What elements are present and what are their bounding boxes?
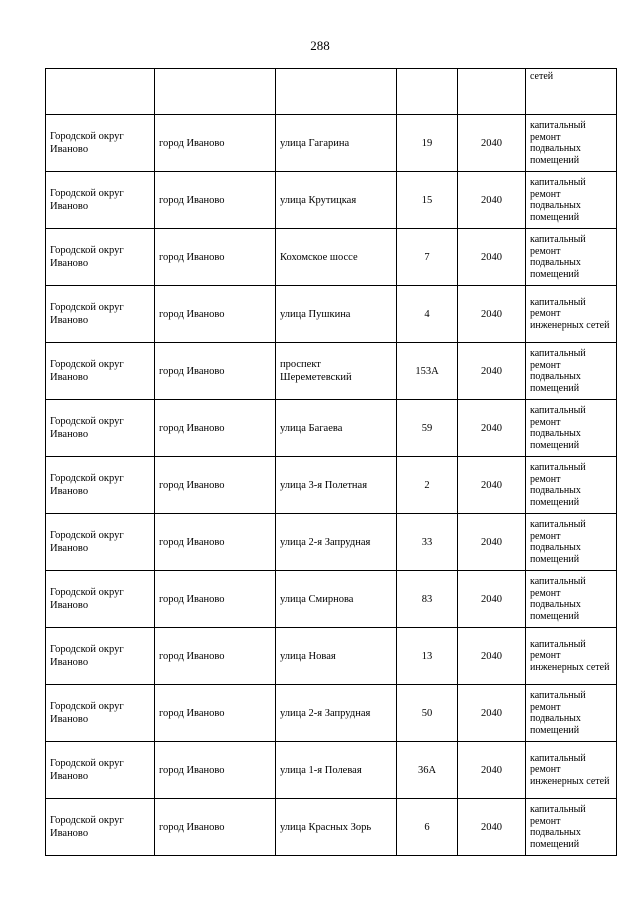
house-number-cell: 7 <box>397 229 458 286</box>
work-type-cell: капитальный ремонт подвальных помещений <box>526 343 617 400</box>
work-type-cell: капитальный ремонт подвальных помещений <box>526 571 617 628</box>
work-type-cell: капитальный ремонт подвальных помещений <box>526 400 617 457</box>
district-cell: Городской округ Иваново <box>46 457 155 514</box>
street-cell: улица Гагарина <box>276 115 397 172</box>
house-number-cell: 36А <box>397 742 458 799</box>
street-cell <box>276 69 397 115</box>
table-row <box>46 571 617 628</box>
street-cell: проспект Шереметевский <box>276 343 397 400</box>
table-row <box>46 172 617 229</box>
work-type-cell: капитальный ремонт подвальных помещений <box>526 685 617 742</box>
work-type-cell: капитальный ремонт инженерных сетей <box>526 742 617 799</box>
district-cell: Городской округ Иваново <box>46 571 155 628</box>
work-type-cell: капитальный ремонт подвальных помещений <box>526 514 617 571</box>
year-cell: 2040 <box>458 286 526 343</box>
repair-schedule-table <box>45 68 617 856</box>
district-cell: Городской округ Иваново <box>46 799 155 856</box>
district-cell: Городской округ Иваново <box>46 172 155 229</box>
street-cell: улица 1-я Полевая <box>276 742 397 799</box>
work-type-cell: сетей <box>526 69 617 115</box>
work-type-cell: капитальный ремонт подвальных помещений <box>526 229 617 286</box>
house-number-cell: 13 <box>397 628 458 685</box>
city-cell: город Иваново <box>155 457 276 514</box>
city-cell: город Иваново <box>155 286 276 343</box>
street-cell: улица Багаева <box>276 400 397 457</box>
city-cell: город Иваново <box>155 571 276 628</box>
district-cell: Городской округ Иваново <box>46 286 155 343</box>
page-number: 288 <box>310 38 330 53</box>
work-type-cell: капитальный ремонт инженерных сетей <box>526 628 617 685</box>
year-cell: 2040 <box>458 571 526 628</box>
year-cell: 2040 <box>458 514 526 571</box>
table-row <box>46 799 617 856</box>
work-type-cell: капитальный ремонт инженерных сетей <box>526 286 617 343</box>
table-row <box>46 400 617 457</box>
table-row <box>46 343 617 400</box>
house-number-cell: 50 <box>397 685 458 742</box>
district-cell: Городской округ Иваново <box>46 514 155 571</box>
city-cell: город Иваново <box>155 115 276 172</box>
table-row <box>46 457 617 514</box>
street-cell: улица Крутицкая <box>276 172 397 229</box>
table-row <box>46 286 617 343</box>
year-cell: 2040 <box>458 229 526 286</box>
district-cell: Городской округ Иваново <box>46 229 155 286</box>
work-type-cell: капитальный ремонт подвальных помещений <box>526 457 617 514</box>
house-number-cell: 15 <box>397 172 458 229</box>
house-number-cell: 59 <box>397 400 458 457</box>
district-cell: Городской округ Иваново <box>46 115 155 172</box>
table-row <box>46 742 617 799</box>
table-row-continued <box>46 69 617 115</box>
house-number-cell: 83 <box>397 571 458 628</box>
city-cell <box>155 69 276 115</box>
year-cell: 2040 <box>458 172 526 229</box>
table-body <box>46 115 617 856</box>
city-cell: город Иваново <box>155 400 276 457</box>
year-cell: 2040 <box>458 457 526 514</box>
work-type-cell: капитальный ремонт подвальных помещений <box>526 799 617 856</box>
year-cell: 2040 <box>458 343 526 400</box>
house-number-cell: 33 <box>397 514 458 571</box>
street-cell: улица Новая <box>276 628 397 685</box>
table-row <box>46 229 617 286</box>
table-row <box>46 685 617 742</box>
city-cell: город Иваново <box>155 742 276 799</box>
district-cell: Городской округ Иваново <box>46 400 155 457</box>
year-cell: 2040 <box>458 685 526 742</box>
district-cell: Городской округ Иваново <box>46 742 155 799</box>
house-cell <box>397 69 458 115</box>
city-cell: город Иваново <box>155 343 276 400</box>
work-type-cell: капитальный ремонт подвальных помещений <box>526 115 617 172</box>
table-row <box>46 628 617 685</box>
year-cell: 2040 <box>458 400 526 457</box>
street-cell: Кохомское шоссе <box>276 229 397 286</box>
district-cell: Городской округ Иваново <box>46 685 155 742</box>
year-cell: 2040 <box>458 742 526 799</box>
table-row <box>46 115 617 172</box>
year-cell <box>458 69 526 115</box>
work-type-cell: капитальный ремонт подвальных помещений <box>526 172 617 229</box>
district-cell: Городской округ Иваново <box>46 343 155 400</box>
street-cell: улица Пушкина <box>276 286 397 343</box>
city-cell: город Иваново <box>155 229 276 286</box>
street-cell: улица 2-я Запрудная <box>276 685 397 742</box>
house-number-cell: 2 <box>397 457 458 514</box>
street-cell: улица 2-я Запрудная <box>276 514 397 571</box>
district-cell <box>46 69 155 115</box>
year-cell: 2040 <box>458 115 526 172</box>
street-cell: улица 3-я Полетная <box>276 457 397 514</box>
district-cell: Городской округ Иваново <box>46 628 155 685</box>
city-cell: город Иваново <box>155 799 276 856</box>
year-cell: 2040 <box>458 628 526 685</box>
street-cell: улица Смирнова <box>276 571 397 628</box>
street-cell: улица Красных Зорь <box>276 799 397 856</box>
house-number-cell: 6 <box>397 799 458 856</box>
year-cell: 2040 <box>458 799 526 856</box>
city-cell: город Иваново <box>155 172 276 229</box>
city-cell: город Иваново <box>155 514 276 571</box>
house-number-cell: 19 <box>397 115 458 172</box>
house-number-cell: 153А <box>397 343 458 400</box>
city-cell: город Иваново <box>155 628 276 685</box>
table-row <box>46 514 617 571</box>
city-cell: город Иваново <box>155 685 276 742</box>
house-number-cell: 4 <box>397 286 458 343</box>
